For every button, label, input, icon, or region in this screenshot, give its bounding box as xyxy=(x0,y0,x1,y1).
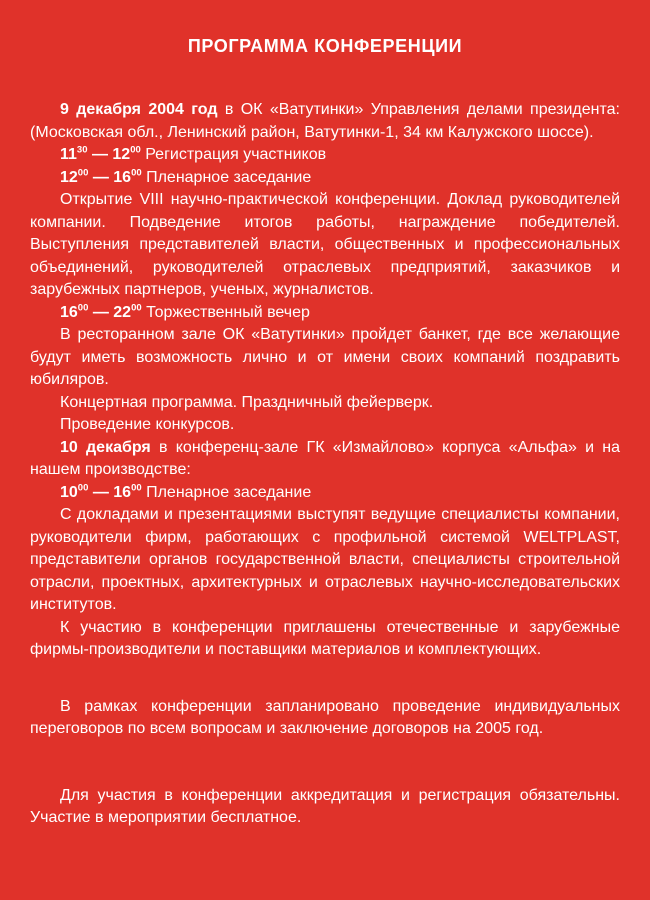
paragraph-accreditation: Для участия в конференции аккредитация и регистрация обязательны. Участие в мероприятии бесплатное. xyxy=(30,786,620,826)
paragraph-negotiations: В рамках конференции запланировано проведение индивидуальных переговоров по всем вопросам и заключение договоров на 2005 год. xyxy=(30,697,620,737)
paragraph-dec10 xyxy=(30,437,620,482)
paragraph-contests: Проведение конкурсов. xyxy=(60,416,235,433)
schedule-line-registration xyxy=(30,144,620,167)
time-start-sup: 00 xyxy=(77,302,89,314)
paragraph-banquet: В ресторанном зале ОК «Ватутинки» пройдет банкет, где все желающие будут иметь возможность лично и от имени своих компаний поздравить юбиляров. xyxy=(30,326,620,388)
time-end-sup: 00 xyxy=(131,482,142,494)
time-start: 11 xyxy=(60,146,77,163)
schedule-line-evening xyxy=(30,302,620,325)
page-title: ПРОГРАММА КОНФЕРЕНЦИИ xyxy=(187,36,463,56)
dec10-text: в конференц-зале ГК «Измайлово» корпуса «Альфа» и на нашем производстве: xyxy=(30,438,621,478)
time-end: 16 xyxy=(113,483,132,501)
schedule-line-plenary-2 xyxy=(30,482,620,505)
time-start: 12 xyxy=(60,168,78,186)
paragraph-intro xyxy=(30,99,620,144)
paragraph-opening: Открытие VIII научно-практической конференции. Доклад руководителей компании. Подведение итогов работы, награждение победителей. Выступления представителей власти, общественных и профессиональных объединений, руководителей отраслевых предприятий, заказчиков и зарубежных партнеров, ученых, журналистов. xyxy=(30,191,620,298)
time-end: 22 xyxy=(113,303,132,321)
intro-text: в ОК «Ватутинки» Управления делами президента: (Московская обл., Ленинский район, Ватутинки-1, 34 км Калужского шоссе). xyxy=(30,101,620,141)
time-start-sup: 30 xyxy=(76,144,88,156)
time-start-sup: 00 xyxy=(77,482,89,494)
schedule-label: Пленарное заседание xyxy=(141,483,312,501)
time-start: 16 xyxy=(60,303,78,321)
paragraph-invited: К участию в конференции приглашены отечественные и зарубежные фирмы-производители и поставщики материалов и комплектующих. xyxy=(30,618,620,658)
time-end: 16 xyxy=(113,168,132,186)
dec10-date-bold: 10 декабря xyxy=(60,438,151,456)
schedule-line-plenary-1 xyxy=(30,167,620,190)
time-end-sup: 00 xyxy=(130,144,141,156)
schedule-label: Регистрация участников xyxy=(140,146,327,163)
intro-date-bold: 9 декабря 2004 год xyxy=(60,101,218,118)
time-dash: — xyxy=(87,146,113,163)
time-end: 12 xyxy=(112,146,131,163)
paragraph-concert: Концертная программа. Праздничный фейерверк. xyxy=(60,393,434,411)
schedule-label: Торжественный вечер xyxy=(141,303,310,321)
time-dash: — xyxy=(88,168,114,186)
time-start-sup: 00 xyxy=(77,167,89,179)
time-end-sup: 00 xyxy=(131,302,142,314)
schedule-label: Пленарное заседание xyxy=(141,168,312,186)
time-dash: — xyxy=(88,483,114,501)
time-dash: — xyxy=(88,303,114,321)
paragraph-speakers: С докладами и презентациями выступят ведущие специалисты компании, руководители фирм, работающих с профильной системой WELTPLAST, представители органов государственной власти, специалисты строительной отрасли, проектных, архитектурных и отраслевых научно-исследовательских институтов. xyxy=(30,506,620,613)
time-start: 10 xyxy=(60,483,78,501)
time-end-sup: 00 xyxy=(131,167,142,179)
